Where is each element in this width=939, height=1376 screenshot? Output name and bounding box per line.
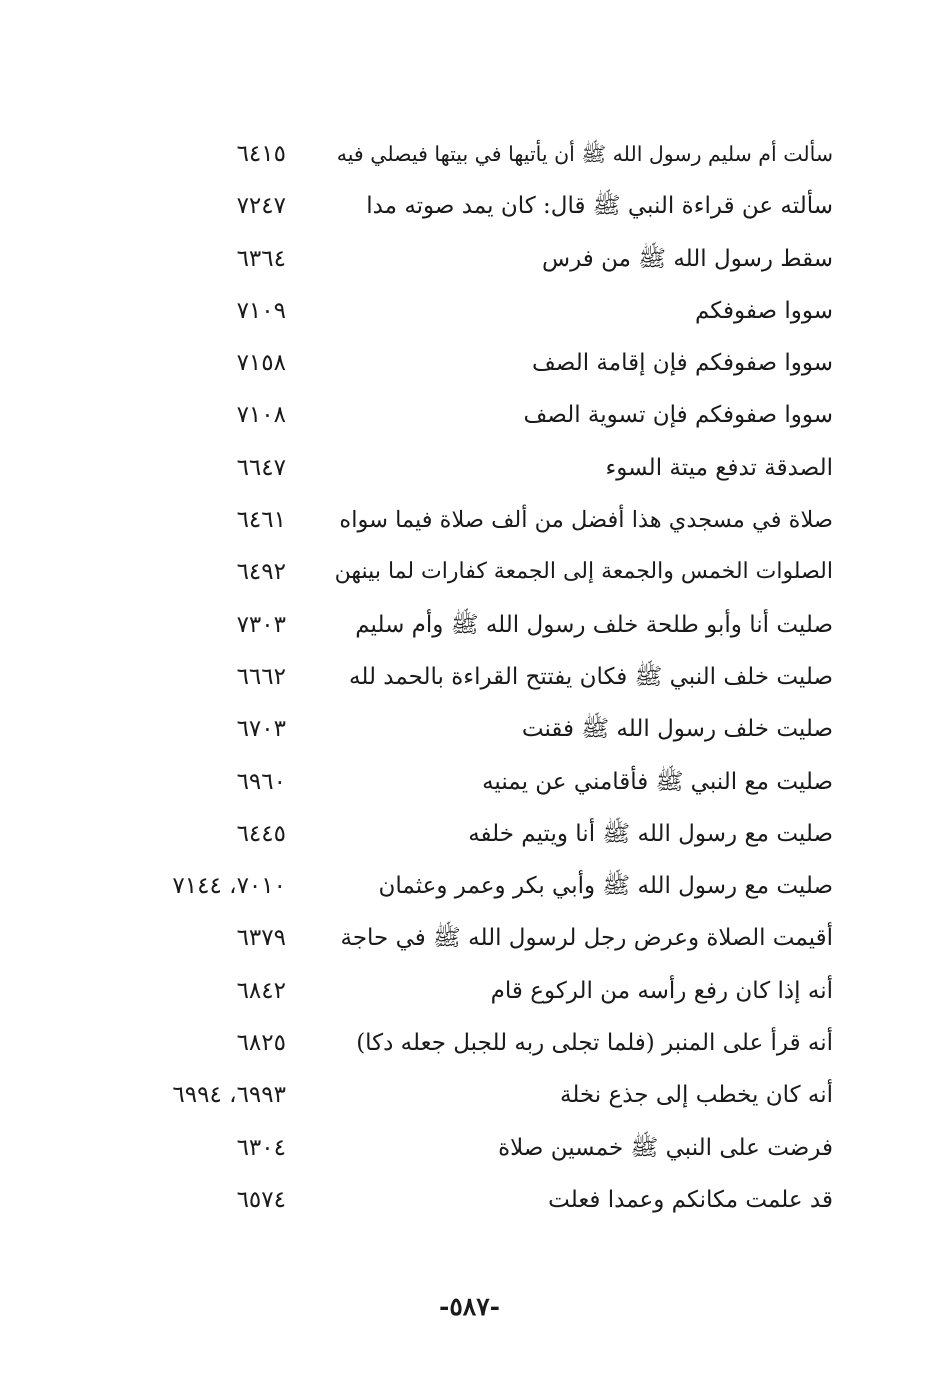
hadith-reference-number: ٦٤٤٥ bbox=[236, 820, 286, 847]
index-entry bbox=[0, 546, 939, 598]
page-number: -٥٨٧- bbox=[438, 1292, 501, 1321]
index-entry bbox=[0, 128, 939, 180]
hadith-index-list bbox=[0, 128, 939, 1226]
index-entry bbox=[0, 912, 939, 964]
index-entry bbox=[0, 808, 939, 860]
hadith-text: سألت أم سليم رسول الله ﷺ أن يأتيها في بيتها فيصلي فيه bbox=[336, 142, 833, 166]
hadith-text: صليت خلف النبي ﷺ فكان يفتتح القراءة بالحمد لله bbox=[349, 663, 833, 690]
hadith-text: صليت أنا وأبو طلحة خلف رسول الله ﷺ وأم سليم bbox=[355, 611, 833, 638]
index-entry bbox=[0, 965, 939, 1017]
hadith-text: صليت مع النبي ﷺ فأقامني عن يمنيه bbox=[482, 768, 833, 795]
hadith-text: الصلوات الخمس والجمعة إلى الجمعة كفارات لما بينهن bbox=[334, 559, 833, 585]
hadith-text: سووا صفوفكم فإن تسوية الصف bbox=[523, 402, 833, 429]
index-entry bbox=[0, 703, 939, 755]
index-entry bbox=[0, 599, 939, 651]
hadith-text: قد علمت مكانكم وعمدا فعلت bbox=[548, 1186, 833, 1213]
index-entry bbox=[0, 1174, 939, 1226]
index-entry bbox=[0, 233, 939, 285]
hadith-text: سووا صفوفكم فإن إقامة الصف bbox=[531, 350, 833, 377]
hadith-text: فرضت على النبي ﷺ خمسين صلاة bbox=[498, 1134, 833, 1161]
index-entry bbox=[0, 651, 939, 703]
hadith-reference-number: ٦٨٢٥ bbox=[236, 1030, 286, 1057]
hadith-reference-number: ٧٠١٠، ٧١٤٤ bbox=[172, 873, 286, 900]
hadith-reference-number: ٦٤١٥ bbox=[236, 141, 286, 167]
hadith-reference-number: ٧١٠٨ bbox=[236, 402, 286, 429]
hadith-text: صليت مع رسول الله ﷺ وأبي بكر وعمر وعثمان bbox=[378, 873, 833, 900]
hadith-text: سووا صفوفكم bbox=[694, 297, 833, 324]
hadith-text: صلاة في مسجدي هذا أفضل من ألف صلاة فيما سواه bbox=[339, 507, 833, 534]
index-entry bbox=[0, 337, 939, 389]
hadith-reference-number: ٦٤٩٢ bbox=[236, 559, 286, 586]
index-entry bbox=[0, 442, 939, 494]
hadith-text: سألته عن قراءة النبي ﷺ قال: كان يمد صوته مدا bbox=[366, 193, 833, 220]
hadith-reference-number: ٦٣٠٤ bbox=[236, 1134, 286, 1161]
index-entry bbox=[0, 285, 939, 337]
hadith-reference-number: ٦٣٧٩ bbox=[236, 925, 286, 952]
index-entry bbox=[0, 494, 939, 546]
index-entry bbox=[0, 1017, 939, 1069]
hadith-reference-number: ٧٢٤٧ bbox=[236, 193, 286, 220]
index-entry bbox=[0, 1069, 939, 1121]
hadith-reference-number: ٧١٥٨ bbox=[236, 350, 286, 377]
hadith-text: سقط رسول الله ﷺ من فرس bbox=[542, 245, 833, 272]
hadith-reference-number: ٦٩٦٠ bbox=[236, 768, 286, 795]
hadith-text: صليت مع رسول الله ﷺ أنا ويتيم خلفه bbox=[468, 820, 833, 847]
index-entry bbox=[0, 756, 939, 808]
hadith-reference-number: ٦٨٤٢ bbox=[236, 977, 286, 1004]
hadith-text: أقيمت الصلاة وعرض رجل لرسول الله ﷺ في حاجة bbox=[340, 925, 833, 952]
hadith-reference-number: ٦٣٦٤ bbox=[236, 245, 286, 272]
hadith-text: أنه قرأ على المنبر (فلما تجلى ربه للجبل جعله دكا) bbox=[356, 1030, 833, 1057]
hadith-reference-number: ٦٩٩٣، ٦٩٩٤ bbox=[172, 1082, 286, 1109]
hadith-text: أنه إذا كان رفع رأسه من الركوع قام bbox=[490, 977, 833, 1004]
index-entry bbox=[0, 389, 939, 441]
hadith-text: صليت خلف رسول الله ﷺ فقنت bbox=[521, 716, 833, 743]
index-entry bbox=[0, 180, 939, 232]
hadith-reference-number: ٦٤٦١ bbox=[236, 507, 286, 534]
hadith-reference-number: ٧١٠٩ bbox=[236, 297, 286, 324]
hadith-text: أنه كان يخطب إلى جذع نخلة bbox=[559, 1082, 833, 1109]
index-entry bbox=[0, 1122, 939, 1174]
hadith-reference-number: ٦٦٤٧ bbox=[236, 454, 286, 481]
hadith-text: الصدقة تدفع ميتة السوء bbox=[605, 454, 833, 481]
hadith-reference-number: ٧٣٠٣ bbox=[236, 611, 286, 638]
index-entry bbox=[0, 860, 939, 912]
hadith-reference-number: ٦٥٧٤ bbox=[236, 1186, 286, 1213]
hadith-reference-number: ٦٦٦٢ bbox=[236, 663, 286, 690]
hadith-reference-number: ٦٧٠٣ bbox=[236, 716, 286, 743]
